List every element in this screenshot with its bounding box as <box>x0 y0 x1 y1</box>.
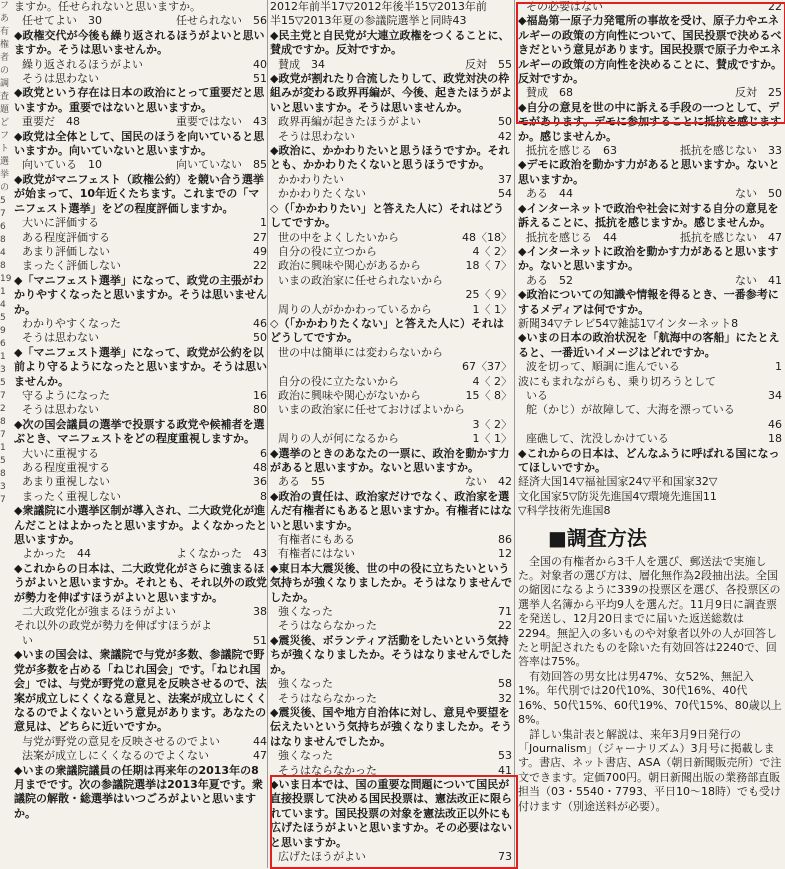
answer-row <box>270 274 512 288</box>
answer-row <box>14 735 267 749</box>
question-text: ◆いまの衆議院議員の任期は再来年の2013年の8月までです。次の参議院選挙は2013年夏です。衆議院の解散・総選挙はいつごろがよいと思いますか。 <box>14 763 263 820</box>
answer-label: 賛成 68 <box>526 86 573 100</box>
answer-label: 重要だ 48 <box>22 115 80 129</box>
edge-glyph: 7 <box>0 391 6 401</box>
answer-row <box>14 547 267 561</box>
answer-label: 自分の役に立つから <box>278 244 377 258</box>
answer-value: よくなかった 43 <box>176 547 267 561</box>
answer-label: 強くなった <box>278 749 333 763</box>
answer-label: よかった 44 <box>22 547 91 561</box>
question-text: ◆デモに政治を動かす力があると思いますか。ないと思いますか。 <box>518 158 780 186</box>
answer-value: 73 <box>498 849 512 863</box>
survey-column-1 <box>14 0 267 868</box>
answer-label: 政治に興味や関心がないから <box>278 388 421 402</box>
answer-value: 27 <box>253 230 267 244</box>
edge-glyph: 査 <box>0 92 10 102</box>
edge-glyph: 6 <box>0 222 6 232</box>
answer-label: 広げたほうがよい <box>278 849 366 863</box>
answer-value: 8 <box>260 489 267 503</box>
answer-label: まったく評価しない <box>22 259 121 273</box>
answer-row <box>270 547 512 561</box>
answer-label: 抵抗を感じる 44 <box>526 230 617 244</box>
edge-glyph: 8 <box>0 469 6 479</box>
question-text: ◆震災後、ボランティア活動をしたいという気持ちが強くなりましたか。そうはなりませんでしたか。 <box>270 633 512 676</box>
answer-row <box>270 58 512 72</box>
answer-value: ない 42 <box>465 475 512 489</box>
answer-label: いる <box>526 388 548 402</box>
answer-value: 58 <box>498 677 512 691</box>
edge-glyph: 6 <box>0 339 6 349</box>
answer-row <box>14 216 267 230</box>
answer-value: 任せられない 56 <box>176 14 267 28</box>
answer-row <box>14 461 267 475</box>
answer-label: いまの政治家に任せられないから <box>278 273 443 287</box>
answer-value: 15〈 8〉 <box>465 388 512 402</box>
answer-row <box>270 231 512 245</box>
body-text: ▽科学技術先進国8 <box>518 504 611 518</box>
question-text: ◆震災後、国や地方自治体に対し、意見や要望を伝えたいという気持ちが強くなりましたか。そうはなりませんでしたか。 <box>270 705 512 748</box>
answer-value: 51 <box>253 633 267 647</box>
edge-glyph: フ <box>0 1 10 11</box>
answer-label: その必要はない <box>526 0 603 13</box>
question-text: ◆いまの国会は、衆議院で与党が多数、参議院で野党が多数を占める「ねじれ国会」です。「ねじれ国会」では、与党が野党の意見を反映させるので、法案が成立しにくくなる意見と、法案が成立しにくくなるのでよくないという意見があります。あなたの意見は、どちらに近いですか。 <box>14 648 267 734</box>
question-text: ◆福島第一原子力発電所の事故を受け、原子力やエネルギーの政策の方向性について、国民投票で決めるべきだという意見があります。国民投票で原子力やエネルギーの政策の方向性を決めることに、賛成ですか。反対ですか。 <box>518 14 782 86</box>
answer-row <box>14 231 267 245</box>
answer-row <box>14 317 267 331</box>
edge-glyph: 7 <box>0 430 6 440</box>
answer-row <box>270 403 512 417</box>
question-text: ◆次の国会議員の選挙で投票する政党や候補者を選ぶとき、マニフェストをどの程度重視しますか。 <box>14 417 265 446</box>
answer-value: 46 <box>253 316 267 330</box>
answer-value: 22 <box>253 259 267 273</box>
answer-value: 44 <box>253 734 267 748</box>
answer-label: 政治に興味や関心があるから <box>278 259 421 273</box>
answer-row <box>270 115 512 129</box>
answer-row <box>270 173 512 187</box>
answer-label: 舵（かじ）が故障して、大海を漂っている <box>526 403 735 417</box>
answer-row <box>518 432 782 446</box>
answer-label: 法案が成立しにくくなるのでよくない <box>22 749 209 763</box>
answer-label: そうは思わない <box>22 331 99 345</box>
edge-glyph: 9 <box>0 326 6 336</box>
body-text: 新聞34▽テレビ54▽雑誌1▽インターネット8 <box>518 316 739 330</box>
answer-row <box>270 764 512 778</box>
edge-glyph: 選 <box>0 157 10 167</box>
edge-glyph: 3 <box>0 482 6 492</box>
answer-value: 抵抗を感じない 47 <box>680 230 782 244</box>
answer-row <box>518 231 782 245</box>
question-text: ◆自分の意見を世の中に訴える手段の一つとして、デモがあります。デモに参加することに抵抗を感じますか。感じませんか。 <box>518 100 782 143</box>
question-text: ◆政治に、かかわりたいと思うほうですか。それとも、かかわりたくないと思うほうですか。 <box>270 144 510 172</box>
edge-glyph: ど <box>0 118 10 128</box>
body-text: 詳しい集計表と解説は、来年3月9日発行の「Journalism」（ジャーナリズム）3月号に掲載します。書店、ネット書店、ASA（朝日新聞販売所）で注文できます。定価700円。朝日新聞出版の業務部直販担当（03・5540・7793、平日10〜18時）でも受け付けます（別途送料が必要）。 <box>518 727 782 813</box>
answer-value: 32 <box>498 691 512 705</box>
answer-value: 18〈 7〉 <box>465 259 512 273</box>
answer-row <box>270 605 512 619</box>
question-text: ◆これからの日本は、どんなふうに呼ばれる国になってほしいですか。 <box>518 446 780 474</box>
answer-value: 16 <box>253 388 267 402</box>
answer-row <box>14 403 267 417</box>
answer-value: 反対 55 <box>465 57 512 71</box>
answer-label: いまの政治家に任せておけばよいから <box>278 403 465 417</box>
column-divider <box>514 0 515 868</box>
answer-label: かかわりたい <box>278 172 344 186</box>
answer-value: 4〈 2〉 <box>472 374 512 388</box>
answer-label: 大いに重視する <box>22 446 99 460</box>
edge-glyph: 1 <box>0 352 6 362</box>
answer-row <box>270 692 512 706</box>
answer-value: 22 <box>498 619 512 633</box>
question-text: ◆衆議院に小選挙区制が導入され、二大政党化が進んだことはよかったと思いますか。よくなかったと思いますか。 <box>14 504 267 547</box>
answer-row <box>14 158 267 172</box>
answer-value: 1〈 1〉 <box>472 432 512 446</box>
answer-row <box>270 375 512 389</box>
answer-value: 37 <box>498 172 512 186</box>
edge-glyph: 調 <box>0 79 10 89</box>
answer-row <box>270 360 512 374</box>
answer-label: ある 55 <box>278 475 325 489</box>
body-text: 2012年前半17▽2012年後半15▽2013年前 <box>270 0 487 13</box>
answer-label: そうはならなかった <box>278 691 377 705</box>
question-text: ◆インターネットで政治や社会に対する自分の意見を訴えることに、抵抗を感じますか。感じませんか。 <box>518 201 779 230</box>
answer-row <box>270 130 512 144</box>
answer-value: 67〈37〉 <box>462 360 512 374</box>
answer-row <box>14 749 267 763</box>
edge-glyph: フ <box>0 131 10 141</box>
left-edge-column <box>0 0 14 868</box>
question-text: ◆インターネットに政治を動かす力があると思いますか。ないと思いますか。 <box>518 244 779 273</box>
answer-value: 51 <box>253 72 267 86</box>
answer-label: ある 52 <box>526 273 573 287</box>
column-divider <box>267 0 268 868</box>
question-text: ◆これからの日本は、二大政党化がさらに強まるほうがよいと思いますか。それとも、それ以外の政党が勢力を伸ばすほうがよいと思いますか。 <box>14 561 267 604</box>
answer-value: 40 <box>253 57 267 71</box>
answer-row <box>518 360 782 374</box>
survey-column-3 <box>518 0 782 868</box>
edge-glyph: 挙 <box>0 170 10 180</box>
answer-label: そうは思わない <box>278 129 355 143</box>
answer-label <box>270 288 278 302</box>
edge-glyph: の <box>0 66 10 76</box>
answer-row <box>14 14 267 28</box>
answer-row <box>270 259 512 273</box>
answer-value: 3〈 2〉 <box>472 417 512 431</box>
answer-row <box>14 447 267 461</box>
answer-row <box>14 245 267 259</box>
answer-row <box>518 187 782 201</box>
edge-glyph: 5 <box>0 196 6 206</box>
answer-label: 大いに評価する <box>22 216 99 230</box>
edge-glyph: 5 <box>0 456 6 466</box>
edge-glyph: 権 <box>0 40 10 50</box>
edge-glyph: 8 <box>0 261 6 271</box>
answer-label: そうは思わない <box>22 72 99 86</box>
answer-value: 41 <box>498 763 512 777</box>
answer-label: 二大政党化が強まるほうがよい <box>22 605 176 619</box>
answer-value: 54 <box>498 187 512 201</box>
answer-label: 波を切って、順調に進んでいる <box>526 360 680 374</box>
answer-row <box>270 418 512 432</box>
answer-row <box>518 389 782 403</box>
answer-value: 1 <box>260 216 267 230</box>
answer-value: 22 <box>768 0 782 13</box>
answer-label: そうはならなかった <box>278 763 377 777</box>
answer-value: 抵抗を感じない 33 <box>680 144 782 158</box>
section-title: ■調査方法 <box>548 525 647 550</box>
answer-value: 1〈 1〉 <box>472 302 512 316</box>
question-text: ◇（「かかわりたい」と答えた人に）それはどうしてですか。 <box>270 201 504 230</box>
answer-label: 賛成 34 <box>278 57 325 71</box>
answer-row <box>518 418 782 432</box>
edge-glyph: 題 <box>0 105 10 115</box>
answer-value: 86 <box>498 533 512 547</box>
answer-value: 48 <box>253 461 267 474</box>
question-text: ◆政党という存在は日本の政治にとって重要だと思いますか。重要ではないと思いますか。 <box>14 86 265 114</box>
answer-label: 世の中は簡単には変わらないから <box>278 345 443 359</box>
answer-row <box>518 274 782 288</box>
answer-row <box>270 432 512 446</box>
answer-label: 守るようになった <box>22 388 110 402</box>
answer-row <box>518 0 782 14</box>
edge-glyph: 7 <box>0 209 6 219</box>
answer-value: 47 <box>253 749 267 763</box>
survey-column-2 <box>270 0 512 868</box>
edge-glyph: 19 <box>0 274 12 284</box>
edge-glyph: の <box>0 183 10 193</box>
answer-label: 世の中をよくしたいから <box>278 230 399 244</box>
answer-label: まったく重視しない <box>22 489 121 503</box>
answer-row <box>14 490 267 504</box>
answer-label: かかわりたくない <box>278 187 366 201</box>
answer-row <box>270 389 512 403</box>
answer-label: 有権者にもある <box>278 533 355 547</box>
answer-value: 6 <box>260 446 267 460</box>
answer-label: 周りの人が何になるから <box>278 432 399 446</box>
question-text: ◆政治についての知識や情報を得るとき、一番参考にするメディアは何ですか。 <box>518 288 779 316</box>
answer-row <box>270 346 512 360</box>
edge-glyph: 1 <box>0 443 6 453</box>
answer-value: 42 <box>498 129 512 143</box>
answer-label: 強くなった <box>278 677 333 691</box>
edge-glyph: 4 <box>0 248 6 258</box>
answer-row <box>518 86 782 100</box>
answer-row <box>14 475 267 489</box>
answer-row <box>14 58 267 72</box>
answer-row <box>270 533 512 547</box>
answer-row <box>14 331 267 345</box>
answer-label: い <box>22 633 33 647</box>
answer-row <box>270 303 512 317</box>
answer-row <box>14 115 267 129</box>
answer-value: 38 <box>253 605 267 619</box>
body-text: ますか。任せられないと思いますか。 <box>14 0 201 13</box>
answer-row <box>518 403 782 417</box>
edge-glyph: 7 <box>0 495 6 505</box>
answer-value: 34 <box>768 388 782 402</box>
answer-value: 12 <box>498 547 512 561</box>
answer-row <box>14 259 267 273</box>
answer-value: 36 <box>253 475 267 489</box>
answer-value: 4〈 2〉 <box>472 244 512 258</box>
answer-value: 50 <box>498 115 512 129</box>
answer-value: ない 50 <box>735 187 782 201</box>
edge-glyph: 5 <box>0 378 6 388</box>
edge-glyph: 5 <box>0 313 6 323</box>
body-text: 文化国家5▽防災先進国4▽環境先進国11 <box>518 489 717 503</box>
question-text: ◆政党は全体として、国民のほうを向いていると思いますか。向いていないと思いますか。 <box>14 129 265 158</box>
answer-label: 周りの人がかかわっているから <box>278 302 432 316</box>
answer-row <box>270 245 512 259</box>
edge-glyph: 有 <box>0 27 10 37</box>
answer-label: あまり重視しない <box>22 475 110 489</box>
answer-row <box>270 475 512 489</box>
question-text: ◆政権交代が今後も繰り返されるほうがよいと思いますか。そうは思いませんか。 <box>14 28 265 57</box>
body-text: 波にもまれながらも、乗り切ろうとして <box>518 374 716 388</box>
answer-label: 抵抗を感じる 63 <box>526 144 617 158</box>
answer-row <box>14 634 267 648</box>
answer-row <box>270 288 512 302</box>
body-text: それ以外の政党が勢力を伸ばすほうがよ <box>14 619 212 633</box>
answer-value: ない 41 <box>735 273 782 287</box>
answer-value: 向いていない 85 <box>176 158 267 172</box>
answer-label: わかりやすくなった <box>22 316 121 330</box>
edge-glyph: 4 <box>0 300 6 310</box>
answer-label: ある程度重視する <box>22 461 110 474</box>
answer-label: あまり評価しない <box>22 244 110 258</box>
answer-label: 繰り返されるほうがよい <box>22 57 143 71</box>
answer-value: 反対 25 <box>735 86 782 100</box>
edge-glyph: 8 <box>0 235 6 245</box>
answer-value: 80 <box>253 403 267 417</box>
answer-label <box>270 418 278 432</box>
edge-glyph: 者 <box>0 53 10 63</box>
answer-label: 向いている 10 <box>22 158 102 172</box>
answer-row <box>518 144 782 158</box>
edge-glyph: 8 <box>0 417 6 427</box>
body-text: 有効回答の男女比は男47%、女52%、無記入1%。年代別では20代10%、30代16%、40代16%、50代15%、60代19%、70代15%、80歳以上8%。 <box>518 669 782 727</box>
answer-value: 48〈18〉 <box>462 230 512 244</box>
answer-row <box>270 187 512 201</box>
body-text: 半15▽2013年夏の参議院選挙と同時43 <box>270 14 467 28</box>
answer-label <box>518 418 526 432</box>
answer-value: 重要ではない 43 <box>176 115 267 129</box>
answer-row <box>14 605 267 619</box>
body-text: 全国の有権者から3千人を選び、郵送法で実施した。対象者の選び方は、層化無作為2段抽出法。全国の縮図になるように339の投票区を選び、各投票区の選挙人名簿から平均9人を選んだ。11月9日に調査票を発送し、12月20日までに届いた返送総数は2294。無記入の多いものや対象者以外の人が回答したと明記されたものを除いた有効回答は2240で、回答率は75%。 <box>518 554 781 669</box>
answer-label: 座礁して、沈没しかけている <box>526 432 669 446</box>
edge-glyph: ト <box>0 144 10 154</box>
question-text: ◆政治の責任は、政治家だけでなく、政治家を選んだ有権者にもあると思いますか。有権者にはないと思いますか。 <box>270 489 512 532</box>
question-text: ◇（「かかわりたくない」と答えた人に）それはどうしてですか。 <box>270 316 504 345</box>
question-text: ◆民主党と自民党が大連立政権をつくることに、賛成ですか。反対ですか。 <box>270 28 510 57</box>
answer-row <box>270 850 512 864</box>
answer-row <box>14 389 267 403</box>
answer-label: 任せてよい 30 <box>22 14 102 28</box>
answer-label: そうはならなかった <box>278 619 377 633</box>
answer-value: 50 <box>253 331 267 345</box>
edge-glyph: あ <box>0 14 10 24</box>
question-text: ◆「マニフェスト選挙」になって、政党の主張がわかりやすくなったと思いますか。そうは思いませんか。 <box>14 273 267 316</box>
answer-value: 71 <box>498 605 512 619</box>
answer-value: 18 <box>768 432 782 446</box>
answer-row <box>270 619 512 633</box>
answer-value: 53 <box>498 749 512 763</box>
answer-value: 46 <box>768 417 782 431</box>
edge-glyph: 2 <box>0 404 6 414</box>
answer-label: そうは思わない <box>22 403 99 417</box>
answer-row <box>14 72 267 86</box>
answer-label: 自分の役に立たないから <box>278 374 399 388</box>
answer-label: 政界再編が起きたほうがよい <box>278 115 421 129</box>
answer-label: 与党が野党の意見を反映させるのでよい <box>22 734 220 748</box>
question-text: ◆政党が割れたり合流したりして、政党対決の枠組みが変わる政界再編が、今後、起きたほうがよいと思いますか。そうは思いませんか。 <box>270 72 512 114</box>
question-text: ◆選挙のときのあなたの一票に、政治を動かす力があると思いますか。ないと思いますか。 <box>270 446 510 474</box>
answer-value: 49 <box>253 244 267 258</box>
edge-glyph: 3 <box>0 365 6 375</box>
answer-label: ある 44 <box>526 187 573 201</box>
answer-label <box>270 360 278 374</box>
body-text: 経済大国14▽福祉国家24▽平和国家32▽ <box>518 475 718 489</box>
question-text: ◆政党がマニフェスト（政権公約）を競い合う選挙が始まって、10年近くたちます。これまでの「マニフェスト選挙」をどの程度評価しますか。 <box>14 172 264 215</box>
answer-label: 有権者にはない <box>278 547 355 561</box>
question-text: ◆いま日本では、国の重要な問題について国民が直接投票して決める国民投票は、憲法改正に限られています。国民投票の対象を憲法改正以外にも広げたほうがよいと思いますか。その必要はないと思いますか。 <box>270 777 512 849</box>
answer-row <box>270 749 512 763</box>
answer-row <box>270 677 512 691</box>
answer-value: 25〈 9〉 <box>465 288 512 302</box>
question-text: ◆いまの日本の政治状況を「航海中の客船」にたとえると、一番近いイメージはどれですか。 <box>518 331 780 359</box>
answer-label: ある程度評価する <box>22 230 110 244</box>
answer-label: 強くなった <box>278 605 333 619</box>
edge-glyph: 1 <box>0 287 6 297</box>
question-text: ◆「マニフェスト選挙」になって、政党が公約を以前より守るようになったと思いますか。そうは思いませんか。 <box>14 345 267 388</box>
answer-value: 1 <box>775 360 782 374</box>
question-text: ◆東日本大震災後、世の中の役に立ちたいという気持ちが強くなりましたか。そうはなりませんでしたか。 <box>270 561 512 604</box>
